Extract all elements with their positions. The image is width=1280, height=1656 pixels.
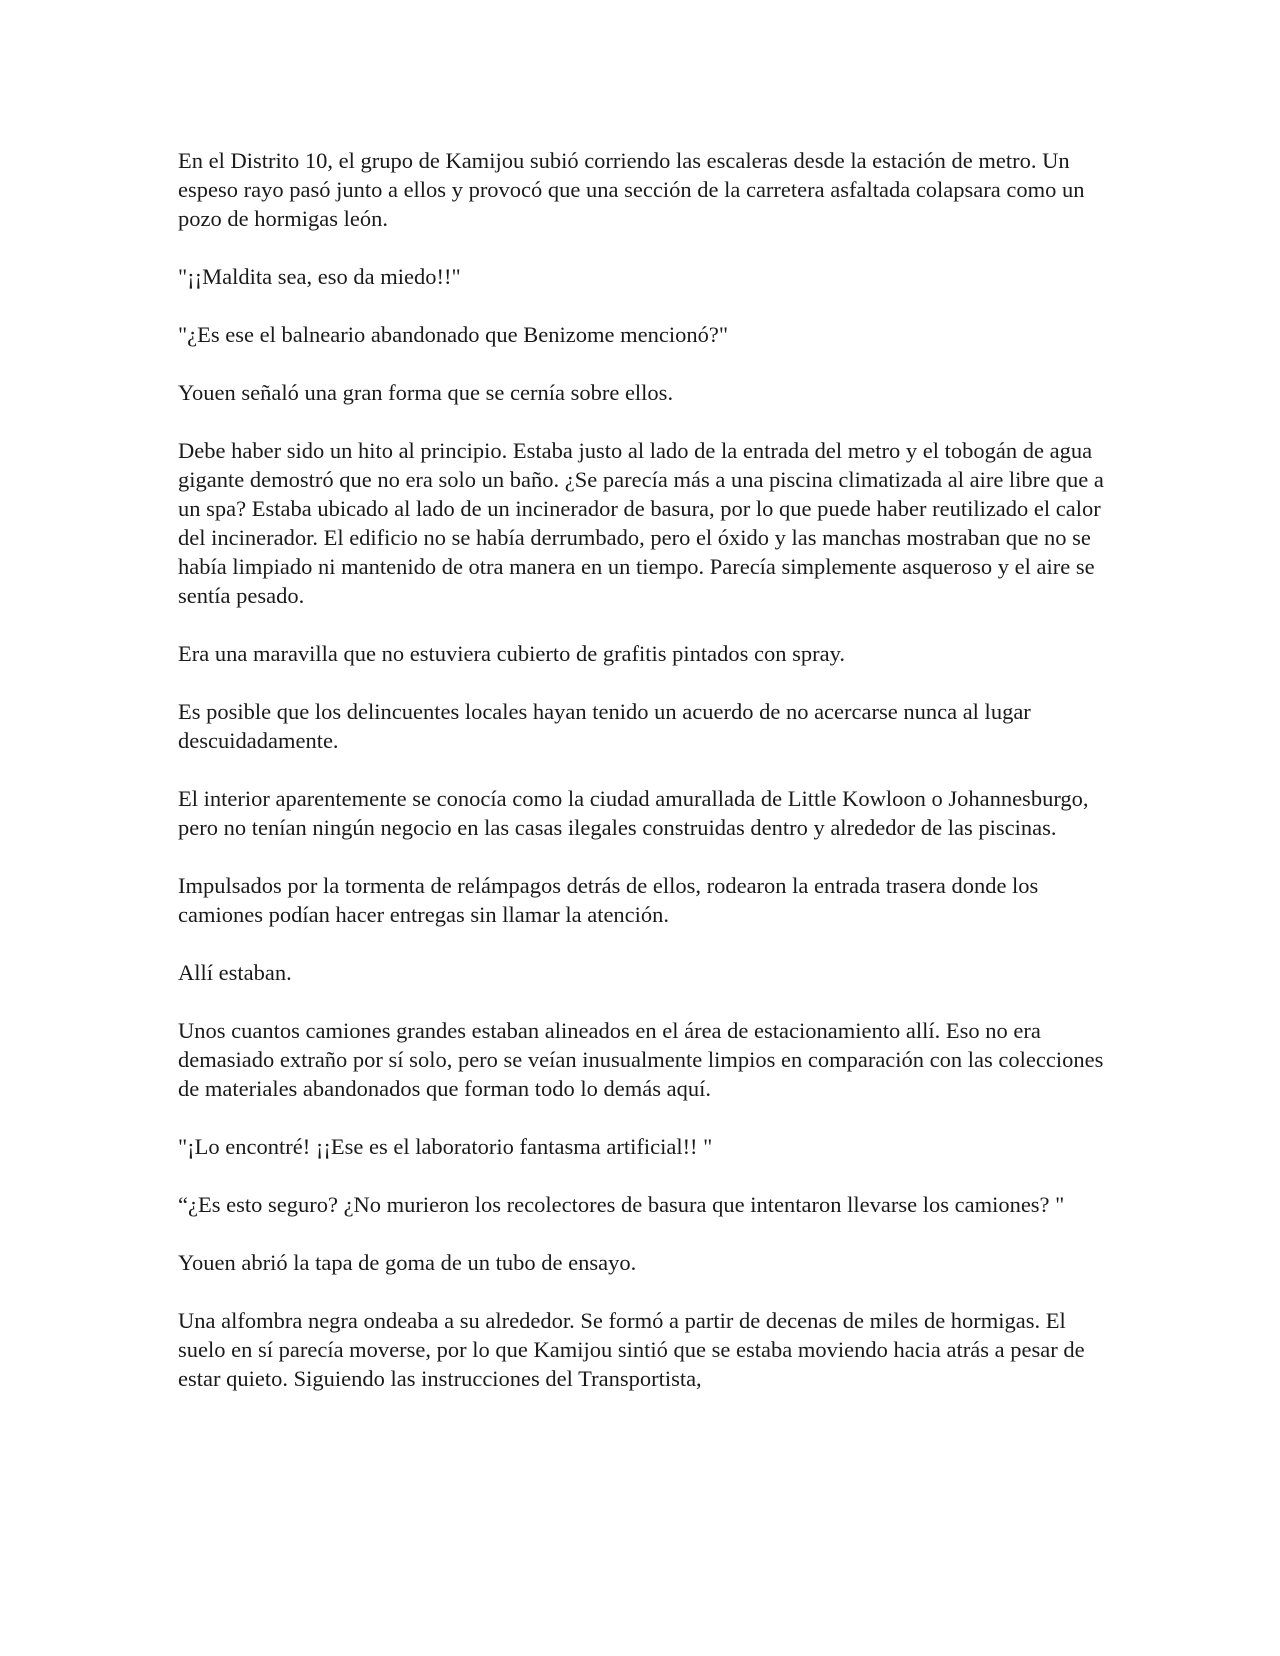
paragraph: Youen señaló una gran forma que se cernía sobre ellos.	[178, 380, 674, 405]
paragraph: Una alfombra negra ondeaba a su alrededor. Se formó a partir de decenas de miles de hormigas. El suelo en sí parecía moverse, por lo que Kamijou sintió que se estaba moviendo hacia atrás a pesar de estar quieto. Siguiendo las instrucciones del Transportista,	[178, 1308, 1085, 1391]
paragraph: "¡Lo encontré! ¡¡Ese es el laboratorio fantasma artificial!! "	[178, 1134, 713, 1159]
paragraph: "¡¡Maldita sea, eso da miedo!!"	[178, 264, 461, 289]
document-body	[178, 146, 1118, 1422]
paragraph: Era una maravilla que no estuviera cubierto de grafitis pintados con spray.	[178, 641, 846, 666]
paragraph: Impulsados por la tormenta de relámpagos detrás de ellos, rodearon la entrada trasera donde los camiones podían hacer entregas sin llamar la atención.	[178, 873, 1039, 927]
paragraph: Debe haber sido un hito al principio. Estaba justo al lado de la entrada del metro y el tobogán de agua gigante demostró que no era solo un baño. ¿Se parecía más a una piscina climatizada al aire libre que a un spa? Estaba ubicado al lado de un incinerador de basura, por lo que puede haber reutilizado el calor del incinerador. El edificio no se había derrumbado, pero el óxido y las manchas mostraban que no se había limpiado ni mantenido de otra manera en un tiempo. Parecía simplemente asqueroso y el aire se sentía pesado.	[178, 438, 1104, 608]
paragraph: "¿Es ese el balneario abandonado que Benizome mencionó?"	[178, 322, 729, 347]
paragraph: Unos cuantos camiones grandes estaban alineados en el área de estacionamiento allí. Eso no era demasiado extraño por sí solo, pero se veían inusualmente limpios en comparación con las colecciones de materiales abandonados que forman todo lo demás aquí.	[178, 1018, 1104, 1101]
paragraph: Youen abrió la tapa de goma de un tubo de ensayo.	[178, 1250, 637, 1275]
paragraph: “¿Es esto seguro? ¿No murieron los recolectores de basura que intentaron llevarse los camiones? "	[178, 1192, 1065, 1217]
paragraph: En el Distrito 10, el grupo de Kamijou subió corriendo las escaleras desde la estación de metro. Un espeso rayo pasó junto a ellos y provocó que una sección de la carretera asfaltada colapsara como un pozo de hormigas león.	[178, 148, 1085, 231]
paragraph: Allí estaban.	[178, 960, 292, 985]
paragraph: El interior aparentemente se conocía como la ciudad amurallada de Little Kowloon o Johannesburgo, pero no tenían ningún negocio en las casas ilegales construidas dentro y alrededor de las piscinas.	[178, 786, 1089, 840]
paragraph: Es posible que los delincuentes locales hayan tenido un acuerdo de no acercarse nunca al lugar descuidadamente.	[178, 699, 1031, 753]
